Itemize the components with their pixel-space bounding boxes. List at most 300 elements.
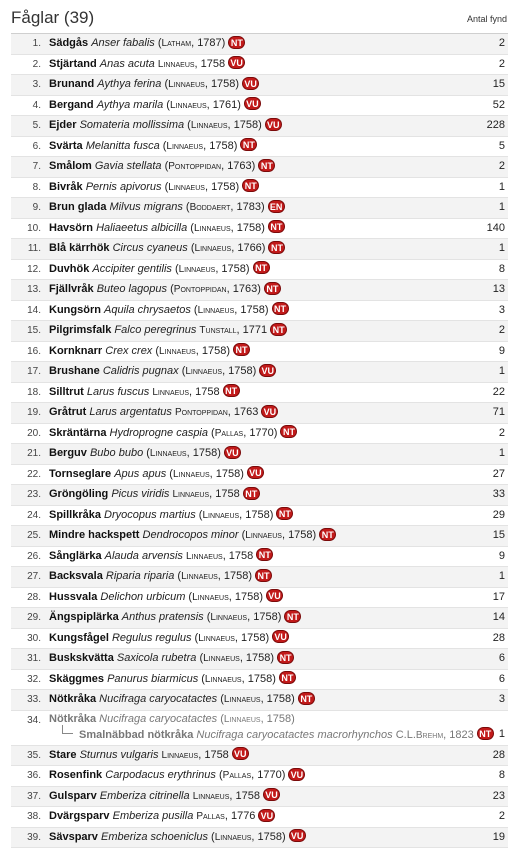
author-prefix: C.L. — [392, 728, 416, 741]
scientific-name: Somateria mollissima — [79, 119, 185, 131]
species-name[interactable]: Ängspiplärka — [49, 611, 119, 623]
species-name[interactable]: Gråtrut — [49, 406, 87, 418]
list-item[interactable] — [11, 766, 508, 787]
row-number: 10. — [27, 222, 41, 234]
redlist-status-badge: NT — [255, 569, 272, 582]
row-number: 25. — [27, 530, 41, 541]
author-year: , 1758) — [227, 119, 262, 131]
species-name[interactable]: Stjärtand — [49, 57, 97, 70]
author-year: , 1758) — [215, 262, 250, 275]
author-name: Linnaeus — [197, 304, 235, 316]
find-count: 2 — [498, 160, 505, 172]
redlist-status-badge: VU — [261, 405, 278, 418]
scientific-name: Pernis apivorus — [85, 180, 162, 193]
find-count: 14 — [492, 611, 505, 623]
redlist-status-badge: VU — [224, 446, 241, 459]
author-name: Latham — [161, 38, 192, 49]
species-name[interactable]: Spillkråka — [49, 508, 101, 521]
author-name: Linnaeus — [223, 694, 261, 705]
list-item[interactable] — [11, 116, 508, 137]
scientific-name: Regulus regulus — [111, 631, 192, 644]
redlist-status-badge: VU — [266, 589, 283, 602]
find-count: 1 — [498, 201, 505, 213]
list-item[interactable] — [11, 34, 508, 55]
row-number: 18. — [27, 386, 41, 398]
species-name[interactable]: Skräntärna — [49, 426, 107, 439]
scientific-name: Crex crex — [105, 344, 153, 357]
author-prefix: ( — [166, 467, 173, 480]
list-item[interactable] — [11, 807, 508, 828]
redlist-status-badge: NT — [256, 548, 273, 561]
row-number: 6. — [32, 140, 41, 152]
author-prefix: ( — [161, 160, 169, 172]
redlist-status-badge: NT — [298, 692, 315, 705]
list-item[interactable] — [11, 828, 508, 849]
species-name[interactable]: Skäggmes — [49, 672, 105, 685]
species-name[interactable]: Nötkråka — [49, 693, 97, 705]
scientific-name: Nucifraga caryocatactes — [99, 693, 218, 705]
scientific-name: Anser fabalis — [91, 37, 155, 49]
author-prefix: ( — [187, 221, 194, 234]
row-number: 23. — [27, 489, 41, 500]
author-name: Boddaert — [189, 202, 231, 213]
species-entry — [49, 116, 282, 136]
row-number: 2. — [32, 58, 41, 70]
author-prefix: ( — [190, 303, 198, 316]
species-entry — [49, 588, 283, 608]
author-name: Linnaeus — [157, 58, 195, 70]
find-count: 15 — [492, 78, 505, 90]
list-item[interactable] — [11, 403, 508, 424]
species-entry — [49, 424, 297, 444]
find-count: 8 — [498, 262, 505, 275]
author-year: , 1763) — [221, 160, 256, 172]
row-number: 16. — [27, 345, 41, 357]
species-entry — [49, 787, 280, 807]
species-name[interactable]: Brunand — [49, 78, 95, 90]
author-year: , 1758 — [209, 488, 240, 500]
find-count: 228 — [486, 119, 505, 131]
list-item[interactable] — [11, 55, 508, 76]
species-name[interactable]: Rosenfink — [49, 769, 103, 781]
species-name[interactable]: Brushane — [49, 365, 100, 377]
species-entry — [49, 219, 285, 239]
row-number: 26. — [27, 550, 41, 562]
species-entry — [49, 157, 275, 177]
row-number: 32. — [27, 673, 41, 685]
species-name[interactable]: Backsvala — [49, 570, 103, 582]
species-entry — [49, 649, 294, 669]
redlist-status-badge: NT — [319, 528, 336, 541]
find-count: 27 — [492, 467, 505, 480]
scientific-name: Aquila chrysaetos — [104, 303, 191, 316]
species-entry — [49, 362, 276, 382]
row-number: 38. — [27, 811, 41, 822]
species-entry — [49, 178, 259, 198]
author-name: Linnaeus — [181, 571, 218, 582]
species-entry — [49, 34, 245, 54]
scientific-name: Circus cyaneus — [112, 242, 188, 254]
list-item[interactable] — [11, 424, 508, 445]
species-name[interactable]: Mindre hackspett — [49, 529, 140, 541]
row-number: 17. — [27, 366, 41, 377]
author-year: , 1761) — [206, 98, 241, 111]
list-item[interactable] — [11, 746, 508, 767]
row-number: 5. — [32, 120, 41, 131]
scientific-name: Gavia stellata — [94, 160, 162, 172]
scientific-name: Picus viridis — [111, 488, 170, 500]
find-count: 33 — [492, 488, 505, 500]
find-count: 5 — [498, 139, 505, 152]
author-year: , 1758) — [241, 672, 276, 685]
find-count: 3 — [498, 303, 505, 316]
author-prefix: ( — [161, 78, 169, 90]
author-name: Linnaeus — [168, 79, 205, 90]
redlist-status-badge: NT — [243, 487, 260, 500]
author-name: Linnaeus — [192, 591, 229, 603]
row-number: 11. — [27, 243, 41, 254]
row-number: 7. — [32, 161, 41, 172]
list-item[interactable] — [11, 690, 508, 711]
scientific-name: Larus argentatus — [89, 406, 172, 418]
list-item[interactable] — [11, 96, 508, 117]
author-prefix: ( — [174, 570, 182, 582]
row-number: 4. — [32, 99, 41, 111]
species-name[interactable]: Hussvala — [49, 590, 98, 603]
author-prefix: ( — [217, 693, 224, 705]
author-year: , 1758) — [281, 529, 317, 541]
species-name[interactable]: Havsörn — [49, 221, 94, 234]
scientific-name: Hydroprogne caspia — [109, 426, 208, 439]
author-name: Linnaeus — [186, 550, 223, 562]
author-name: Linnaeus — [190, 120, 228, 131]
list-item[interactable] — [11, 75, 508, 96]
find-count: 2 — [498, 810, 505, 822]
author-prefix: ( — [203, 611, 211, 623]
redlist-status-badge: NT — [253, 261, 270, 274]
list-item[interactable] — [11, 137, 508, 158]
author-year: , 1758 — [198, 748, 229, 761]
species-name[interactable]: Sävsparv — [49, 830, 98, 843]
redlist-status-badge: NT — [233, 343, 250, 356]
species-entry — [49, 239, 285, 259]
species-name[interactable]: Blå kärrhök — [49, 242, 110, 254]
find-count: 1 — [498, 180, 505, 193]
scientific-name: Larus fuscus — [86, 385, 150, 398]
species-entry — [49, 506, 293, 526]
list-item[interactable] — [11, 321, 508, 342]
author-name: Linnaeus — [204, 673, 242, 685]
row-number: 15. — [27, 325, 41, 336]
author-prefix: ( — [163, 98, 170, 111]
author-year: , 1758 — [222, 549, 254, 562]
row-number: 30. — [27, 632, 41, 644]
author-prefix: ( — [238, 529, 246, 541]
row-number: 37. — [27, 790, 41, 802]
row-number: 28. — [27, 591, 41, 603]
species-name[interactable]: Gulsparv — [49, 789, 97, 802]
species-name[interactable]: Kornknarr — [49, 344, 103, 357]
species-name[interactable]: Stare — [49, 748, 77, 761]
author-year: , 1770) — [251, 769, 286, 781]
find-count: 2 — [498, 324, 505, 336]
redlist-status-badge: VU — [258, 809, 275, 822]
author-name: Linnaeus — [203, 653, 240, 664]
list-item[interactable] — [11, 239, 508, 260]
species-entry — [49, 198, 285, 218]
list-item[interactable] — [11, 567, 508, 588]
redlist-status-badge: NT — [477, 727, 494, 740]
find-count: 9 — [498, 549, 505, 562]
author-year: , 1758) — [260, 693, 295, 705]
row-number: 3. — [32, 79, 41, 90]
find-count: 1 — [498, 570, 505, 582]
author-name: Linnaeus — [245, 530, 282, 541]
species-name[interactable]: Fjällvråk — [49, 283, 94, 295]
species-entry — [49, 766, 305, 786]
list-item[interactable] — [11, 362, 508, 383]
scientific-name: Calidris pugnax — [102, 365, 179, 377]
redlist-status-badge: VU — [272, 630, 289, 643]
scientific-name: Nucifraga caryocatactes macrorhynchos — [196, 728, 393, 741]
species-name[interactable]: Kungsfågel — [49, 631, 109, 644]
author-prefix: ( — [198, 672, 205, 685]
species-entry — [49, 567, 272, 587]
redlist-status-badge: NT — [272, 302, 289, 315]
list-item[interactable] — [11, 465, 508, 486]
species-entry — [49, 670, 296, 690]
scientific-name: Haliaeetus albicilla — [96, 221, 188, 234]
author-name: Linnaeus — [166, 140, 204, 152]
author-name: Tunstall — [199, 325, 237, 336]
author-prefix: ( — [143, 447, 150, 459]
redlist-status-badge: EN — [268, 200, 285, 213]
author-year: , 1758) — [209, 467, 244, 480]
find-count: 29 — [492, 508, 505, 521]
author-name: Pallas — [214, 427, 244, 439]
author-year: , 1770) — [243, 426, 278, 439]
scientific-name: Anas acuta — [99, 57, 155, 70]
row-number: 8. — [32, 181, 41, 193]
find-count: 17 — [492, 590, 505, 603]
species-entry — [49, 403, 278, 423]
species-name[interactable]: Buskskvätta — [49, 652, 114, 664]
species-name[interactable]: Ejder — [49, 119, 77, 131]
author-prefix: ( — [208, 830, 215, 843]
row-number: 24. — [27, 509, 41, 521]
species-entry — [49, 260, 270, 280]
species-name[interactable]: Pilgrimsfalk — [49, 324, 112, 336]
list-item[interactable] — [11, 219, 508, 240]
redlist-status-badge: NT — [268, 220, 285, 233]
find-count: 22 — [492, 385, 505, 398]
list-item[interactable] — [11, 485, 508, 506]
species-name[interactable]: Bivråk — [49, 180, 83, 193]
row-number: 9. — [32, 202, 41, 213]
list-item[interactable] — [11, 157, 508, 178]
find-count: 6 — [498, 672, 505, 685]
author-prefix: ( — [184, 119, 191, 131]
author-year: , 1787) — [191, 37, 226, 49]
list-item[interactable] — [11, 526, 508, 547]
tree-branch-icon — [62, 725, 73, 734]
author-year: , 1758) — [239, 508, 274, 521]
scientific-name: Bubo bubo — [89, 447, 144, 459]
species-entry — [49, 321, 287, 341]
author-name: Linnaeus — [152, 386, 190, 398]
species-entry — [49, 526, 336, 546]
author-name: Linnaeus — [178, 263, 216, 275]
list-item[interactable] — [11, 588, 508, 609]
author-year: , 1758) — [260, 712, 295, 725]
author-name: Brehm — [415, 729, 444, 741]
redlist-status-badge: VU — [259, 364, 276, 377]
redlist-status-badge: NT — [268, 241, 285, 254]
species-name[interactable]: Kungsörn — [49, 303, 101, 316]
redlist-status-badge: NT — [228, 36, 245, 49]
author-name: Linnaeus — [192, 790, 230, 802]
species-name[interactable]: Gröngöling — [49, 488, 109, 500]
author-year: , 1758) — [228, 590, 264, 603]
redlist-status-badge: VU — [232, 747, 249, 760]
row-number: 20. — [27, 427, 41, 439]
find-count: 2 — [498, 426, 505, 439]
species-name[interactable]: Tornseglare — [49, 467, 112, 480]
species-name[interactable]: Sädgås — [49, 37, 89, 49]
author-name: Linnaeus — [185, 366, 223, 377]
author-prefix: ( — [208, 426, 215, 439]
list-item[interactable] — [11, 280, 508, 301]
author-prefix: ( — [196, 652, 204, 664]
species-name[interactable]: Nötkråka — [49, 712, 97, 725]
list-item[interactable] — [11, 301, 508, 322]
redlist-status-badge: VU — [263, 788, 280, 801]
find-count: 140 — [486, 221, 505, 234]
author-prefix: ( — [195, 508, 203, 521]
row-number: 19. — [27, 407, 41, 418]
author-prefix: ( — [187, 242, 195, 254]
find-count: 23 — [492, 789, 505, 802]
redlist-status-badge: NT — [240, 138, 257, 151]
redlist-status-badge: NT — [223, 384, 240, 397]
find-count: 1 — [498, 242, 505, 254]
find-count: 13 — [492, 283, 505, 295]
author-name: Pallas — [222, 770, 252, 781]
author-year: , 1776 — [224, 810, 256, 822]
species-list — [11, 33, 508, 848]
row-number: 22. — [27, 468, 41, 480]
species-entry — [49, 807, 275, 827]
author-name: Pontoppidan — [173, 284, 227, 295]
redlist-status-badge: VU — [265, 118, 282, 131]
species-entry — [49, 629, 289, 649]
author-name: Pallas — [196, 811, 225, 822]
species-entry — [49, 301, 289, 321]
redlist-status-badge: VU — [289, 829, 306, 842]
list-item[interactable] — [11, 787, 508, 808]
species-name[interactable]: Brun glada — [49, 201, 107, 213]
author-name: Linnaeus — [169, 99, 207, 111]
species-name[interactable]: Silltrut — [49, 385, 84, 398]
author-name: Linnaeus — [168, 181, 205, 193]
author-name: Pontoppidan — [174, 407, 228, 418]
list-item[interactable] — [11, 670, 508, 691]
list-item[interactable] — [11, 198, 508, 219]
species-name[interactable]: Duvhök — [49, 262, 90, 275]
author-year: , 1758) — [230, 221, 265, 234]
row-number: 34. — [27, 714, 41, 726]
list-item[interactable] — [11, 711, 508, 746]
scientific-name: Emberiza schoeniclus — [101, 830, 208, 843]
row-number: 27. — [27, 571, 41, 582]
species-name[interactable]: Svärta — [49, 139, 83, 152]
scientific-name: Apus apus — [114, 467, 167, 480]
author-year: , 1758) — [203, 139, 238, 152]
scientific-name: Riparia riparia — [105, 570, 175, 582]
list-item[interactable] — [11, 547, 508, 568]
species-name[interactable]: Smålom — [49, 160, 92, 172]
author-year: , 1758 — [194, 57, 226, 70]
species-name[interactable]: Sånglärka — [49, 549, 102, 562]
row-number: 14. — [27, 304, 41, 316]
redlist-status-badge: VU — [228, 56, 245, 69]
find-count: 1 — [498, 727, 505, 740]
list-item[interactable] — [11, 383, 508, 404]
list-item[interactable] — [11, 444, 508, 465]
species-entry — [49, 690, 315, 710]
list-item[interactable] — [11, 649, 508, 670]
author-name: Pontoppidan — [168, 161, 222, 172]
species-entry — [49, 342, 250, 362]
species-name[interactable]: Dvärgsparv — [49, 810, 110, 822]
scientific-name: Dendrocopos minor — [142, 529, 239, 541]
list-header — [0, 0, 525, 30]
list-item[interactable] — [11, 506, 508, 527]
list-item[interactable] — [11, 608, 508, 629]
author-prefix: ( — [161, 180, 169, 193]
author-year: , 1758) — [234, 303, 269, 316]
find-count: 71 — [492, 406, 505, 418]
author-prefix: ( — [159, 139, 167, 152]
author-prefix: ( — [215, 769, 223, 781]
author-year: , 1763) — [226, 283, 261, 295]
redlist-status-badge: NT — [258, 159, 275, 172]
row-number: 36. — [27, 770, 41, 781]
find-count: 2 — [498, 57, 505, 70]
species-name[interactable]: Bergand — [49, 98, 94, 111]
list-item[interactable] — [11, 260, 508, 281]
redlist-status-badge: NT — [270, 323, 287, 336]
species-name[interactable]: Berguv — [49, 447, 87, 459]
scientific-name: Dryocopus martius — [104, 508, 196, 521]
author-prefix: ( — [185, 590, 193, 603]
row-number: 31. — [27, 653, 41, 664]
species-name[interactable]: Smalnäbbad nötkråka — [79, 728, 194, 741]
list-item[interactable] — [11, 342, 508, 363]
find-count: 1 — [498, 447, 505, 459]
list-item[interactable] — [11, 178, 508, 199]
scientific-name: Emberiza pusilla — [112, 810, 194, 822]
species-entry — [49, 746, 249, 766]
list-item[interactable] — [11, 629, 508, 650]
count-column-header: Antal fynd — [466, 14, 507, 24]
scientific-name: Milvus migrans — [109, 201, 183, 213]
species-entry — [49, 137, 257, 157]
author-name: Linnaeus — [172, 468, 210, 480]
author-year: , 1758 — [229, 789, 260, 802]
species-entry — [49, 608, 301, 628]
author-year: , 1823 — [443, 728, 474, 741]
